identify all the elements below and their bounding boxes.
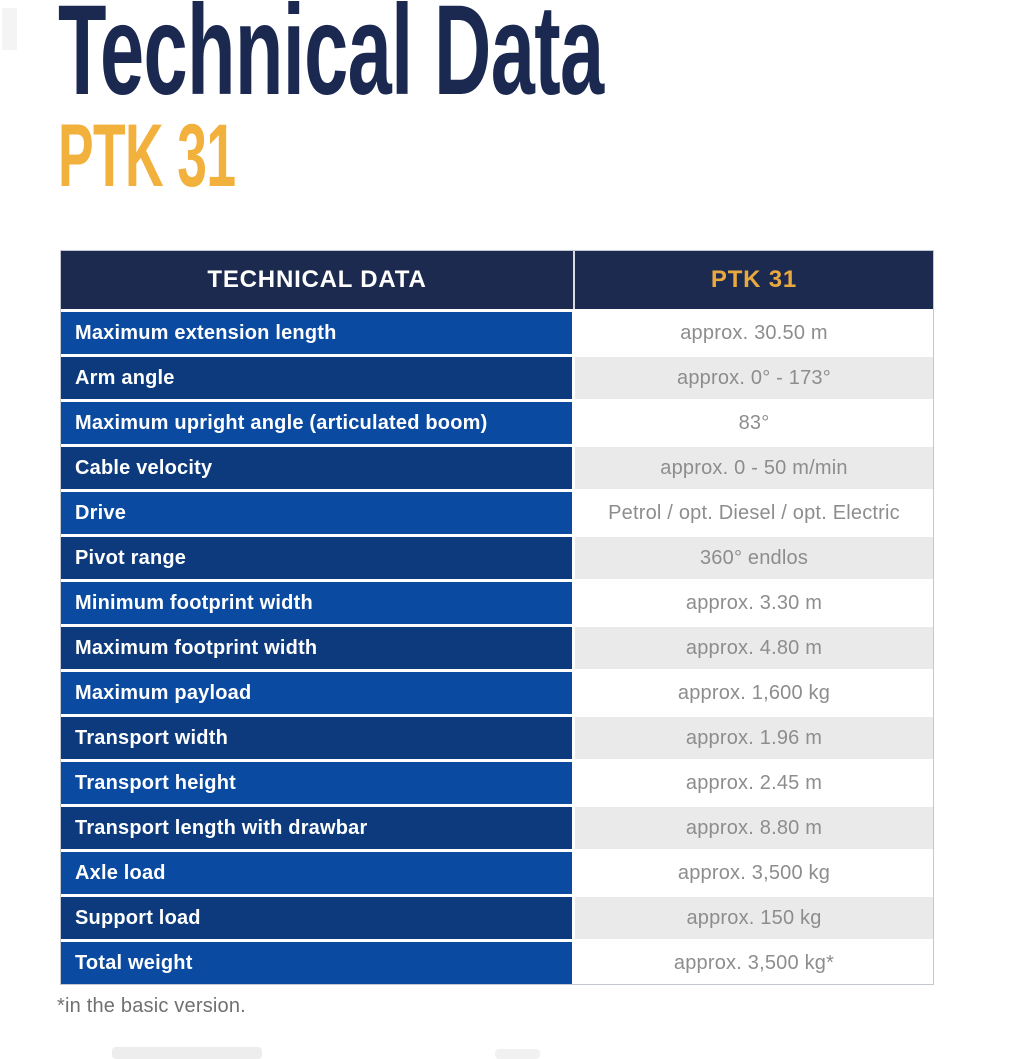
row-value: approx. 2.45 m bbox=[575, 762, 933, 804]
row-value: approx. 0° - 173° bbox=[575, 357, 933, 399]
row-value: approx. 30.50 m bbox=[575, 312, 933, 354]
table-row bbox=[61, 714, 933, 759]
table-header-row bbox=[61, 251, 933, 309]
row-value: 360° endlos bbox=[575, 537, 933, 579]
row-value: approx. 3,500 kg* bbox=[575, 942, 933, 984]
table-row bbox=[61, 804, 933, 849]
scan-artifact-bottom-center bbox=[495, 1049, 540, 1059]
table-row bbox=[61, 669, 933, 714]
table-row bbox=[61, 759, 933, 804]
row-label: Minimum footprint width bbox=[61, 582, 575, 624]
row-label: Maximum upright angle (articulated boom) bbox=[61, 402, 575, 444]
row-label: Drive bbox=[61, 492, 575, 534]
table-row bbox=[61, 444, 933, 489]
scan-artifact-bottom-left bbox=[112, 1047, 262, 1059]
row-label: Transport length with drawbar bbox=[61, 807, 575, 849]
row-value: approx. 150 kg bbox=[575, 897, 933, 939]
table-body bbox=[61, 309, 933, 984]
row-label: Support load bbox=[61, 897, 575, 939]
table-row bbox=[61, 354, 933, 399]
page-subtitle-model: PTK 31 bbox=[58, 105, 236, 205]
table-header-model: PTK 31 bbox=[710, 266, 798, 293]
row-value: approx. 3.30 m bbox=[575, 582, 933, 624]
technical-data-table bbox=[60, 250, 934, 985]
table-row bbox=[61, 939, 933, 984]
row-label: Maximum payload bbox=[61, 672, 575, 714]
table-header-label: TECHNICAL DATA bbox=[61, 251, 575, 309]
row-label: Total weight bbox=[61, 942, 575, 984]
row-label: Transport width bbox=[61, 717, 575, 759]
table-row bbox=[61, 849, 933, 894]
row-value: Petrol / opt. Diesel / opt. Electric bbox=[575, 492, 933, 534]
table-row bbox=[61, 399, 933, 444]
row-label: Pivot range bbox=[61, 537, 575, 579]
page-title: Technical Data bbox=[58, 0, 604, 122]
row-value: approx. 8.80 m bbox=[575, 807, 933, 849]
table-row bbox=[61, 624, 933, 669]
footnote: *in the basic version. bbox=[57, 995, 246, 1017]
row-value: approx. 1.96 m bbox=[575, 717, 933, 759]
row-label: Cable velocity bbox=[61, 447, 575, 489]
table-row bbox=[61, 489, 933, 534]
table-row bbox=[61, 579, 933, 624]
row-value: approx. 0 - 50 m/min bbox=[575, 447, 933, 489]
table-row bbox=[61, 309, 933, 354]
table-row bbox=[61, 894, 933, 939]
scan-artifact-top-left bbox=[2, 8, 17, 50]
row-label: Maximum footprint width bbox=[61, 627, 575, 669]
row-value: approx. 3,500 kg bbox=[575, 852, 933, 894]
row-label: Maximum extension length bbox=[61, 312, 575, 354]
row-label: Axle load bbox=[61, 852, 575, 894]
table-row bbox=[61, 534, 933, 579]
row-label: Transport height bbox=[61, 762, 575, 804]
row-value: 83° bbox=[575, 402, 933, 444]
row-value: approx. 1,600 kg bbox=[575, 672, 933, 714]
row-label: Arm angle bbox=[61, 357, 575, 399]
row-value: approx. 4.80 m bbox=[575, 627, 933, 669]
